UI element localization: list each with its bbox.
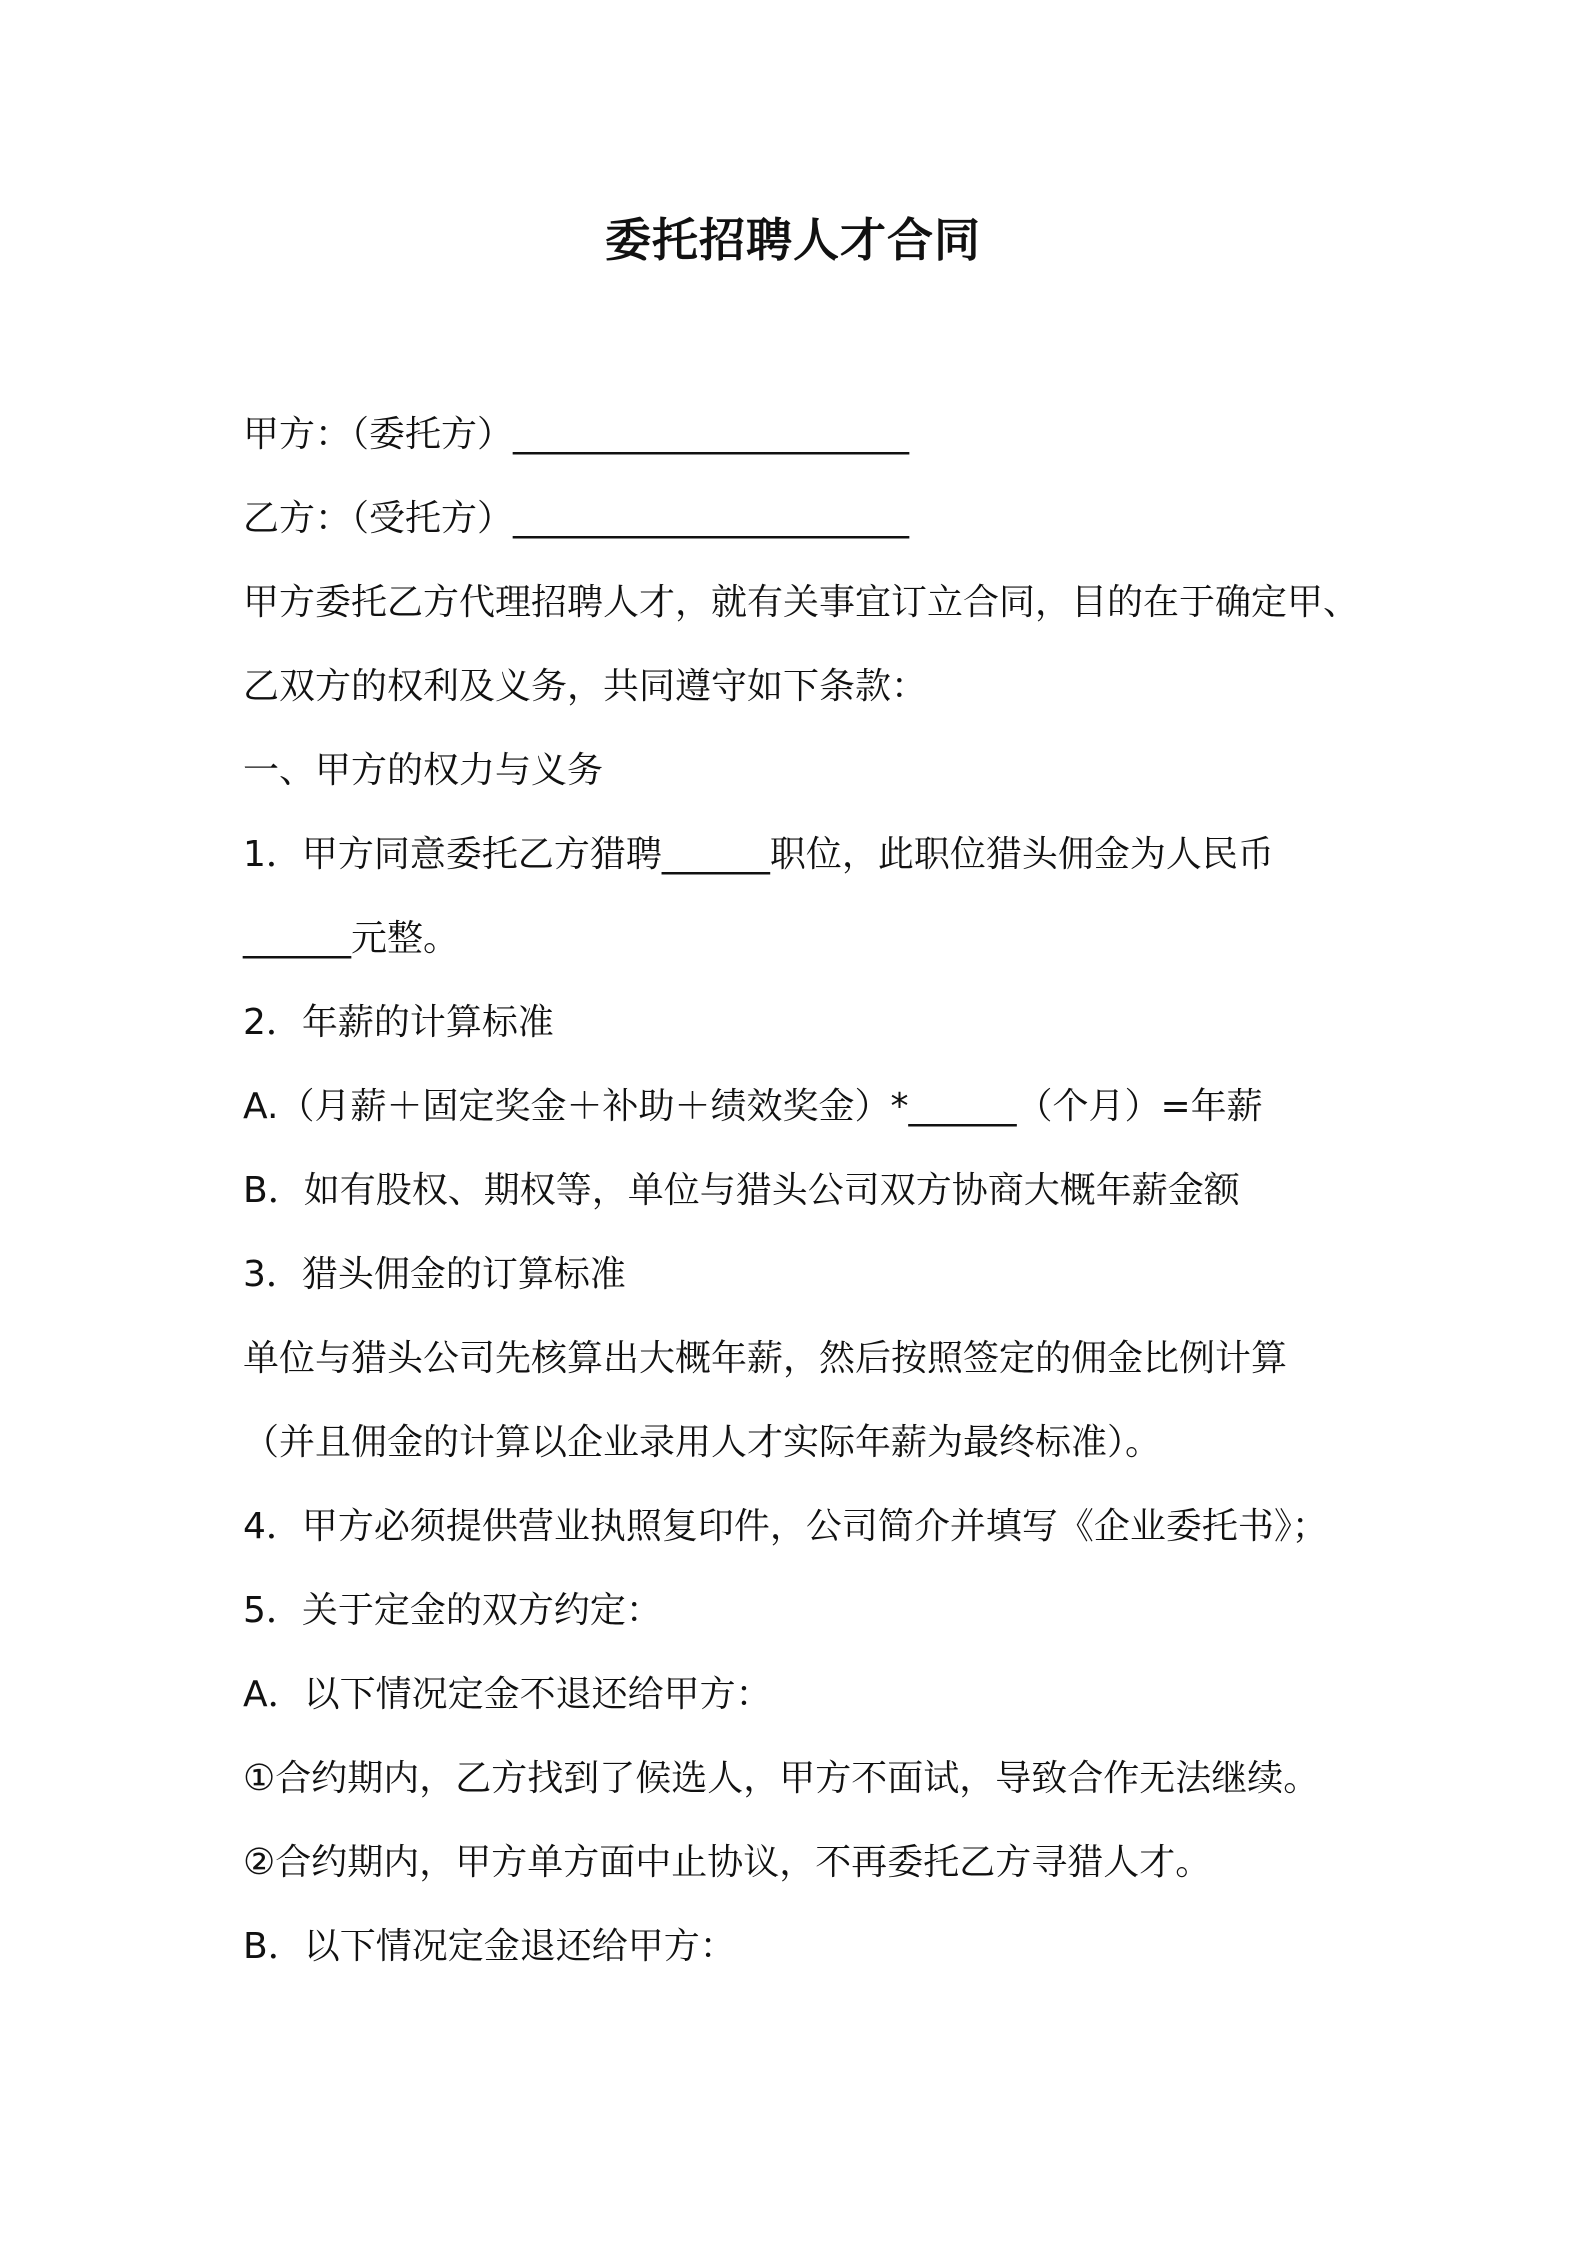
section-heading-1: 一、甲方的权力与义务 (243, 750, 604, 791)
clause-5-a: A．以下情况定金不退还给甲方： (243, 1674, 772, 1715)
clause-5-a-item-2: ②合约期内，甲方单方面中止协议，不再委托乙方寻猎人才。 (243, 1842, 1212, 1883)
clause-5-b: B．以下情况定金退还给甲方： (243, 1926, 736, 1967)
party-a-line: 甲方：（委托方）______________________ (243, 414, 910, 455)
clause-3-line-2: （并且佣金的计算以企业录用人才实际年薪为最终标准）。 (243, 1422, 1162, 1463)
clause-4: 4．甲方必须提供营业执照复印件，公司简介并填写《企业委托书》； (243, 1506, 1328, 1547)
intro-line-2: 乙双方的权利及义务，共同遵守如下条款： (243, 666, 928, 707)
clause-2-a: A.（月薪＋固定奖金＋补助＋绩效奖金）*______（个月）=年薪 (243, 1086, 1263, 1127)
clause-1-line-1: 1．甲方同意委托乙方猎聘______职位，此职位猎头佣金为人民币 (243, 834, 1274, 875)
clause-2-b: B．如有股权、期权等，单位与猎头公司双方协商大概年薪金额 (243, 1170, 1240, 1211)
clause-1-line-2: ______元整。 (243, 918, 460, 959)
clause-3-heading: 3．猎头佣金的订算标准 (243, 1254, 626, 1295)
clause-5-a-item-1: ①合约期内，乙方找到了候选人，甲方不面试，导致合作无法继续。 (243, 1758, 1320, 1799)
clause-3-line-1: 单位与猎头公司先核算出大概年薪，然后按照签定的佣金比例计算 (243, 1338, 1288, 1379)
intro-line-1: 甲方委托乙方代理招聘人才，就有关事宜订立合同，目的在于确定甲、 (243, 582, 1360, 623)
clause-2-heading: 2．年薪的计算标准 (243, 1002, 554, 1043)
document-title: 委托招聘人才合同 (605, 213, 981, 267)
party-b-line: 乙方：（受托方）______________________ (243, 498, 910, 539)
clause-5-heading: 5．关于定金的双方约定： (243, 1590, 662, 1631)
